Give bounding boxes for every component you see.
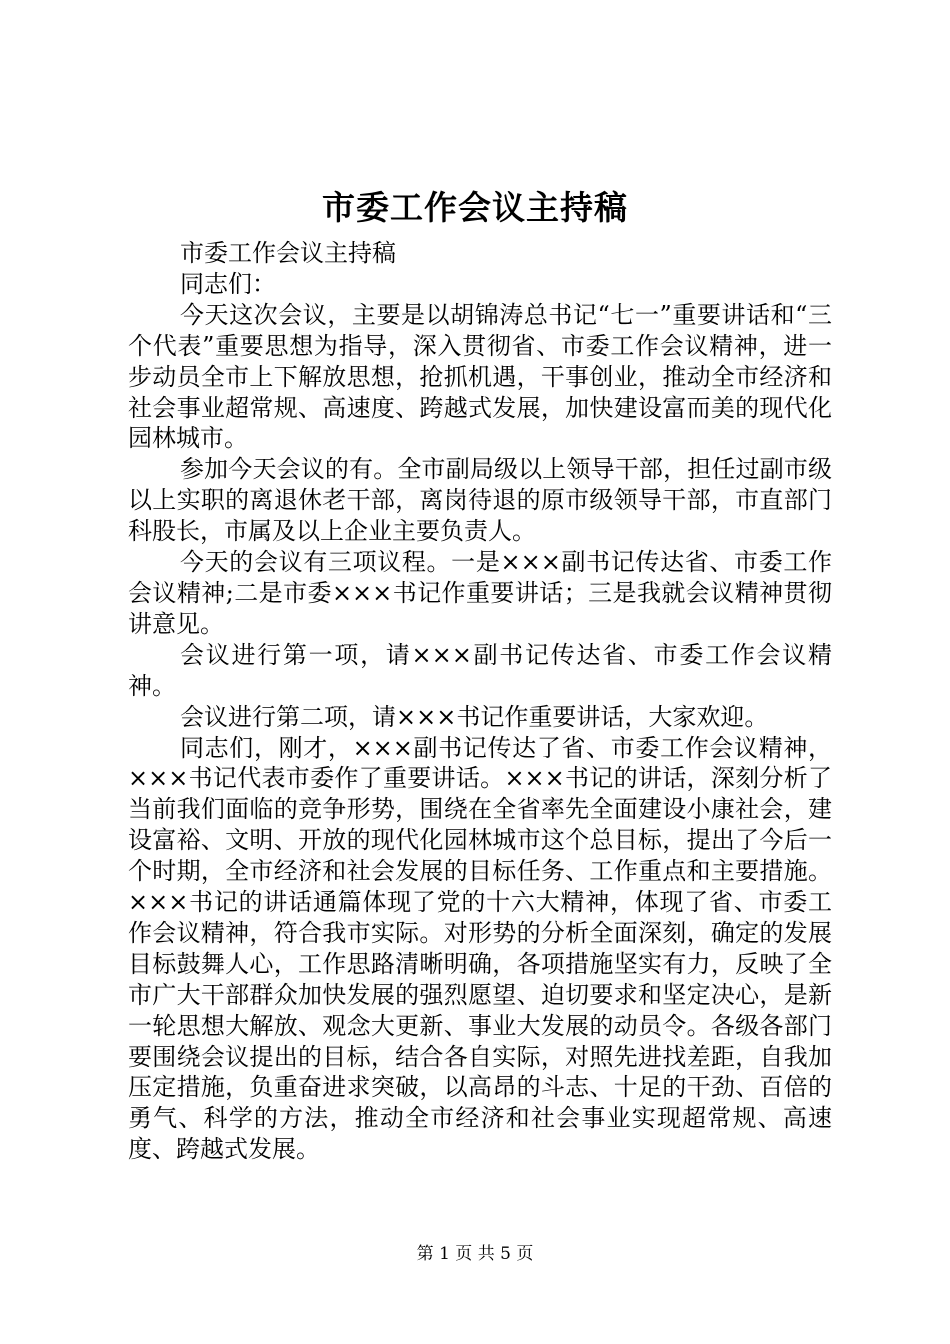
paragraph-item-two: 会议进行第二项，请×××书记作重要讲话，大家欢迎。 bbox=[180, 702, 769, 731]
paragraph-greeting: 同志们： bbox=[180, 269, 276, 298]
paragraph-summary: 同志们，刚才，×××副书记传达了省、市委工作会议精神，×××书记代表市委作了重要讲话。×××书记的讲话，深刻分析了当前我们面临的竞争形势，围绕在全省率先全面建设小康社会，建设富裕、文明、开放的现代化园林城市这个总目标，提出了今后一个时期，全市经济和社会发展的目标任务、工作重点和主要措施。×××书记的讲话通篇体现了党的十六大精神，体现了省、市委工作会议精神，符合我市实际。对形势的分析全面深刻，确定的发展目标鼓舞人心，工作思路清晰明确，各项措施坚实有力，反映了全市广大干部群众加快发展的强烈愿望、迫切要求和坚定决心，是新一轮思想大解放、观念大更新、事业大发展的动员令。各级各部门要围绕会议提出的目标，结合各自实际，对照先进找差距，自我加压定措施，负重奋进求突破，以高昂的斗志、十足的干劲、百倍的勇气、科学的方法，推动全市经济和社会事业实现超常规、高速度、跨越式发展。 bbox=[128, 733, 832, 1164]
paragraph-agenda: 今天的会议有三项议程。一是×××副书记传达省、市委工作会议精神;二是市委×××书记作重要讲话；三是我就会议精神贯彻讲意见。 bbox=[128, 548, 832, 638]
document-title: 市委工作会议主持稿 bbox=[322, 188, 628, 227]
paragraph-subtitle: 市委工作会议主持稿 bbox=[180, 239, 396, 267]
paragraph-purpose: 今天这次会议，主要是以胡锦涛总书记“七一”重要讲话和“三个代表”重要思想为指导，深入贯彻省、市委工作会议精神，进一步动员全市上下解放思想，抢抓机遇，干事创业，推动全市经济和社会事业超常规、高速度、跨越式发展，加快建设富而美的现代化园林城市。 bbox=[128, 300, 832, 453]
page-number-footer: 第 1 页 共 5 页 bbox=[416, 1244, 534, 1264]
document-body bbox=[128, 238, 832, 1165]
paragraph-item-one: 会议进行第一项，请×××副书记传达省、市委工作会议精神。 bbox=[128, 640, 832, 700]
paragraph-attendees: 参加今天会议的有。全市副局级以上领导干部，担任过副市级以上实职的离退休老干部，离岗待退的原市级领导干部，市直部门科股长，市属及以上企业主要负责人。 bbox=[128, 455, 832, 546]
